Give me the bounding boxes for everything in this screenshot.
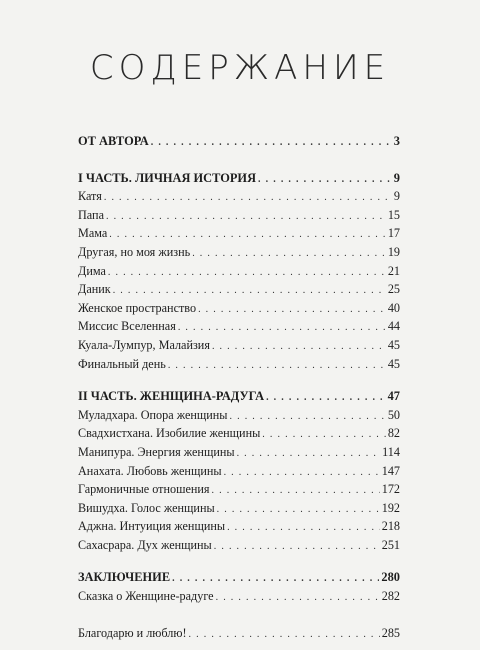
toc-entry-label: Папа: [78, 207, 104, 222]
toc-entry: [78, 589, 400, 608]
toc-entry-page: 19: [387, 244, 400, 259]
toc-entry-label: ЗАКЛЮЧЕНИЕ: [78, 570, 171, 585]
dot-leader: [214, 541, 380, 552]
toc-entry: [78, 501, 400, 520]
toc-entry-label: ОТ АВТОРА: [78, 134, 149, 148]
toc-entry: [78, 208, 400, 227]
toc-entry-label: Сказка о Женщине-радуге: [78, 589, 214, 604]
toc-entry-label: Финальный день: [78, 356, 166, 371]
dot-leader: [113, 285, 386, 296]
toc-entry-page: 3: [393, 134, 400, 148]
dot-leader: [266, 392, 386, 403]
dot-leader: [104, 192, 392, 203]
toc-entry-page: 280: [381, 570, 400, 585]
dot-leader: [227, 522, 380, 533]
dot-leader: [216, 592, 380, 603]
dot-leader: [224, 467, 380, 478]
toc-entry: [78, 482, 400, 501]
toc-entry-page: 82: [387, 426, 400, 441]
toc-entry-label: Дима: [78, 263, 106, 278]
dot-leader: [109, 229, 386, 240]
dot-leader: [189, 629, 380, 640]
toc-entry-label: II ЧАСТЬ. ЖЕНЩИНА-РАДУГА: [78, 389, 265, 404]
dot-leader: [172, 573, 379, 584]
toc-entry-page: 251: [381, 537, 400, 552]
toc-entry-label: Вишудха. Голос женщины: [78, 500, 215, 515]
dot-leader: [262, 429, 386, 440]
dot-leader: [151, 137, 392, 148]
toc-conclusion-heading: [78, 570, 400, 589]
toc-entry-label: Аджна. Интуиция женщины: [78, 519, 226, 534]
toc-entry: [78, 319, 400, 338]
toc-entry: [78, 519, 400, 538]
dot-leader: [198, 304, 386, 315]
dot-leader: [178, 322, 386, 333]
dot-leader: [217, 504, 380, 515]
toc-entry-page: 147: [381, 463, 400, 478]
dot-leader: [168, 360, 386, 371]
toc-entry-page: 45: [387, 356, 400, 371]
dot-leader: [212, 485, 380, 496]
toc-entry-label: Катя: [78, 189, 102, 204]
toc-entry-page: 25: [387, 282, 400, 297]
toc-entry-label: Манипура. Энергия женщины: [78, 444, 235, 459]
dot-leader: [237, 448, 381, 459]
toc-entry-page: 15: [387, 207, 400, 222]
toc-entry: [78, 445, 400, 464]
toc-entry: [78, 245, 400, 264]
toc-entry-label: Анахата. Любовь женщины: [78, 463, 222, 478]
toc-entry-page: 114: [382, 444, 400, 459]
dot-leader: [258, 174, 392, 185]
toc-entry-label: Свадхистхана. Изобилие женщины: [78, 426, 261, 441]
toc-entry-page: 9: [393, 189, 400, 204]
dot-leader: [108, 267, 386, 278]
toc-entry-page: 40: [387, 300, 400, 315]
toc-entry-label: I ЧАСТЬ. ЛИЧНАЯ ИСТОРИЯ: [78, 170, 257, 185]
toc-entry-label: Куала-Лумпур, Малайзия: [78, 337, 210, 352]
toc-entry-page: 282: [381, 589, 400, 604]
toc-entry-label: Другая, но моя жизнь: [78, 244, 191, 259]
toc-entry-label: Муладхара. Опора женщины: [78, 407, 228, 422]
toc-entry: [78, 338, 400, 357]
dot-leader: [192, 248, 386, 259]
toc-entry-page: 21: [387, 263, 400, 278]
toc-entry-label: Женское пространство: [78, 300, 197, 315]
toc-entry: [78, 226, 400, 245]
toc-entry: [78, 464, 400, 483]
toc-entry-label: Миссис Вселенная: [78, 319, 176, 334]
toc-entry-page: 218: [381, 519, 400, 534]
toc-entry-label: Мама: [78, 226, 108, 241]
dot-leader: [106, 211, 386, 222]
toc-entry-label: Даник: [78, 282, 111, 297]
toc-entry-page: 45: [387, 337, 400, 352]
toc-entry-page: 47: [387, 389, 400, 404]
toc-entry-foreword: [78, 134, 400, 153]
toc-entry-acknowledgements: [78, 626, 400, 645]
toc-entry-page: 9: [393, 170, 400, 185]
toc-entry-page: 50: [387, 407, 400, 422]
toc-entry: [78, 189, 400, 208]
toc-entry: [78, 538, 400, 557]
dot-leader: [212, 341, 386, 352]
toc-entry-label: Благодарю и люблю!: [78, 625, 187, 640]
dot-leader: [230, 411, 386, 422]
toc-entry-page: 172: [381, 482, 400, 497]
toc-entry-label: Гармоничные отношения: [78, 482, 210, 497]
toc-entry-page: 17: [387, 226, 400, 241]
toc-entry-label: Сахасрара. Дух женщины: [78, 537, 212, 552]
toc-entry-page: 44: [387, 319, 400, 334]
toc-entry: [78, 426, 400, 445]
toc-entry-page: 285: [381, 625, 400, 640]
toc-part-heading: [78, 171, 400, 190]
toc-entry: [78, 282, 400, 301]
toc-entry: [78, 301, 400, 320]
toc-part-heading: [78, 389, 400, 408]
toc-entry: [78, 357, 400, 376]
table-of-contents: [78, 134, 400, 644]
toc-entry-page: 192: [381, 500, 400, 515]
page-title: СОДЕРЖАНИЕ: [89, 48, 391, 88]
toc-entry: [78, 408, 400, 427]
toc-entry: [78, 264, 400, 283]
